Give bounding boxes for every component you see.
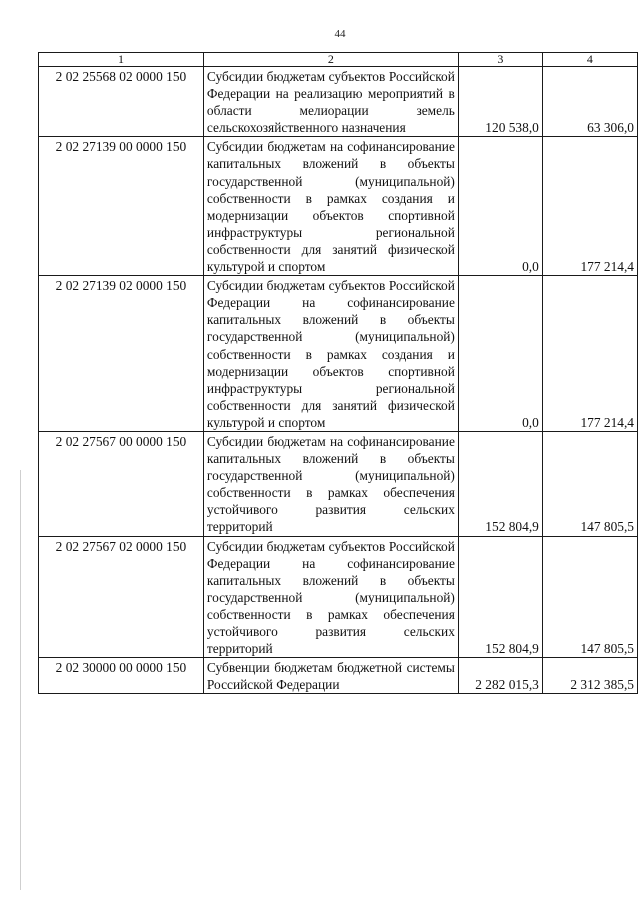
row-value-col4: 177 214,4	[542, 137, 637, 276]
table-row	[39, 276, 638, 432]
table-row	[39, 536, 638, 658]
row-code: 2 02 27139 00 0000 150	[39, 137, 204, 276]
row-value-col4: 147 805,5	[542, 431, 637, 536]
row-value-col3: 152 804,9	[458, 431, 542, 536]
row-description: Субсидии бюджетам на софинансирование капитальных вложений в объекты государственной (муниципальной) собственности в рамках обеспечения устойчивого развития сельских территорий	[203, 431, 458, 536]
row-code: 2 02 27567 02 0000 150	[39, 536, 204, 658]
row-value-col3: 120 538,0	[458, 67, 542, 137]
header-col-3: 3	[458, 53, 542, 67]
row-value-col4: 177 214,4	[542, 276, 637, 432]
budget-table	[38, 52, 638, 694]
header-row	[39, 53, 638, 67]
row-code: 2 02 30000 00 0000 150	[39, 658, 204, 694]
table-row	[39, 67, 638, 137]
row-code: 2 02 25568 02 0000 150	[39, 67, 204, 137]
row-code: 2 02 27139 02 0000 150	[39, 276, 204, 432]
table-row	[39, 137, 638, 276]
header-col-1: 1	[39, 53, 204, 67]
table-row	[39, 431, 638, 536]
page-number: 44	[334, 28, 346, 40]
table-row	[39, 658, 638, 694]
header-col-4: 4	[542, 53, 637, 67]
row-description: Субсидии бюджетам субъектов Российской Федерации на софинансирование капитальных вложений в объекты государственной (муниципальной) собственности в рамках обеспечения устойчивого развития сельских территорий	[203, 536, 458, 658]
row-value-col3: 152 804,9	[458, 536, 542, 658]
row-description: Субсидии бюджетам субъектов Российской Федерации на софинансирование капитальных вложений в объекты государственной (муниципальной) собственности в рамках создания и модернизации объектов спортивной инфраструктуры региональной собственности для занятий физической культурой и спортом	[203, 276, 458, 432]
row-description: Субсидии бюджетам на софинансирование капитальных вложений в объекты государственной (муниципальной) собственности в рамках создания и модернизации объектов спортивной инфраструктуры региональной собственности для занятий физической культурой и спортом	[203, 137, 458, 276]
scan-margin-line	[20, 470, 21, 890]
row-value-col4: 63 306,0	[542, 67, 637, 137]
row-value-col3: 0,0	[458, 137, 542, 276]
row-value-col4: 2 312 385,5	[542, 658, 637, 694]
table-body	[39, 67, 638, 694]
table-header	[39, 53, 638, 67]
row-code: 2 02 27567 00 0000 150	[39, 431, 204, 536]
row-description: Субвенции бюджетам бюджетной системы Российской Федерации	[203, 658, 458, 694]
row-description: Субсидии бюджетам субъектов Российской Федерации на реализацию мероприятий в области мелиорации земель сельскохозяйственного назначения	[203, 67, 458, 137]
row-value-col4: 147 805,5	[542, 536, 637, 658]
header-col-2: 2	[203, 53, 458, 67]
row-value-col3: 0,0	[458, 276, 542, 432]
row-value-col3: 2 282 015,3	[458, 658, 542, 694]
